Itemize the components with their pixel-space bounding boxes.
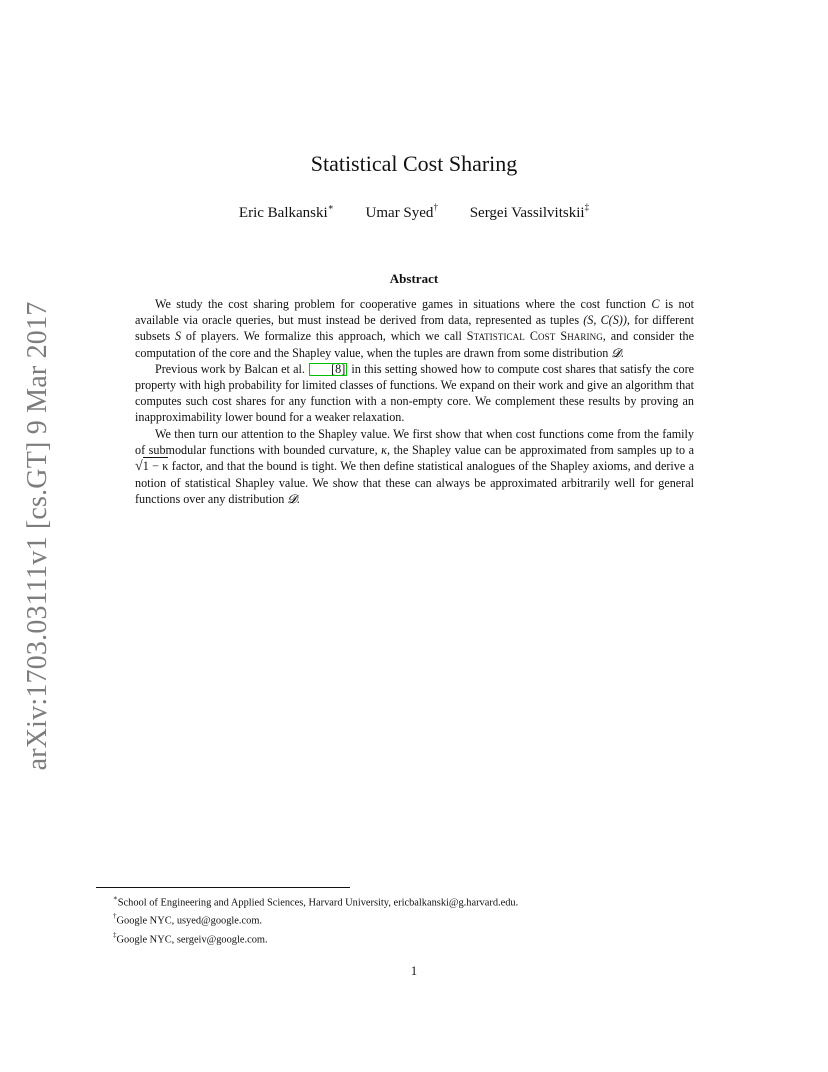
footnote-2-text: Google NYC, usyed@google.com. bbox=[116, 915, 262, 927]
abstract-paragraph-3 bbox=[135, 426, 694, 508]
footnote-3 bbox=[113, 929, 716, 947]
subset-variable: S bbox=[174, 329, 182, 344]
footnote-2 bbox=[113, 910, 716, 928]
footnote-1-text: School of Engineering and Applied Sciences, Harvard University, ericbalkanski@g.harvard.edu. bbox=[117, 897, 519, 909]
footnotes bbox=[96, 887, 716, 947]
author-1-mark: ∗ bbox=[327, 202, 334, 212]
sqrt-symbol: √ bbox=[135, 459, 143, 475]
sqrt-expression bbox=[135, 459, 168, 473]
p3-end: . bbox=[296, 492, 300, 507]
paper-title: Statistical Cost Sharing bbox=[310, 151, 518, 176]
footnote-1 bbox=[113, 892, 716, 910]
author-2-name: Umar Syed bbox=[365, 205, 434, 221]
arxiv-side-stamp: arXiv:1703.03111v1 [cs.GT] 9 Mar 2017 bbox=[22, 301, 53, 771]
author-3-name: Sergei Vassilvitskii bbox=[469, 205, 585, 221]
author-2-mark: † bbox=[433, 202, 438, 212]
p1-text-d: of players. We formalize this approach, which we call bbox=[181, 329, 467, 344]
footnote-2-mark: † bbox=[113, 912, 117, 921]
author-list bbox=[0, 198, 828, 223]
p2-text-a: Previous work by Balcan et al. bbox=[155, 361, 309, 376]
abstract-paragraph-1 bbox=[135, 296, 694, 361]
footnote-rule bbox=[96, 887, 350, 888]
citation-link[interactable]: [8] bbox=[309, 363, 347, 376]
abstract-paragraph-2 bbox=[135, 361, 694, 426]
curvature-symbol: κ bbox=[381, 442, 387, 457]
author-3-mark: ‡ bbox=[584, 202, 590, 212]
author-3 bbox=[470, 198, 589, 223]
p3-text-b: , the Shapley value can be approximated from samples up to a bbox=[386, 442, 694, 457]
author-2 bbox=[366, 198, 438, 223]
distribution-symbol-2: 𝓓 bbox=[287, 492, 297, 507]
p2-text-b: in this setting showed how to compute cost shares that satisfy the core property with high probability for limited classes of functions. We expand on their work and give an algorithm that computes such cost shares for any function with a non-empty core. We complement these results by proving an inapproximability lower bound for a weaker relaxation. bbox=[135, 361, 694, 425]
p1-text-a: We study the cost sharing problem for cooperative games in situations where the cost function bbox=[155, 297, 652, 311]
abstract-heading: Abstract bbox=[389, 271, 439, 286]
p1-text-e: , and consider the computation of the core and the Shapley value, when the tuples are drawn from some distribution bbox=[135, 329, 694, 360]
abstract-body bbox=[135, 296, 694, 508]
page-number: 1 bbox=[410, 964, 418, 978]
p1-end: . bbox=[620, 345, 624, 360]
cost-function-variable: C bbox=[651, 297, 660, 311]
p3-text-a: We then turn our attention to the Shapley value. We first show that when cost functions come from the family of submodular functions with bounded curvature, bbox=[135, 426, 694, 457]
author-1 bbox=[239, 198, 334, 223]
distribution-symbol: 𝓓 bbox=[611, 345, 621, 360]
p3-text-c: factor, and that the bound is tight. We then define statistical analogues of the Shapley axioms, and derive a notion of statistical Shapley value. We show that these can always be approximated arbitrarily well for general functions over any distribution bbox=[135, 459, 694, 507]
p1-text-c: , for different subsets bbox=[135, 313, 695, 344]
footnote-3-text: Google NYC, sergeiv@google.com. bbox=[116, 934, 268, 946]
author-1-name: Eric Balkanski bbox=[238, 205, 328, 221]
p1-text-b: is not available via oracle queries, but must instead be derived from data, represented as tuples bbox=[135, 297, 694, 328]
sqrt-radicand: 1 − κ bbox=[142, 459, 169, 474]
footnote-1-mark: ∗ bbox=[113, 894, 118, 902]
tuple-expression: (S, C(S)) bbox=[583, 313, 627, 328]
footnote-3-mark: ‡ bbox=[113, 930, 117, 939]
method-name: Statistical Cost Sharing bbox=[466, 329, 603, 344]
